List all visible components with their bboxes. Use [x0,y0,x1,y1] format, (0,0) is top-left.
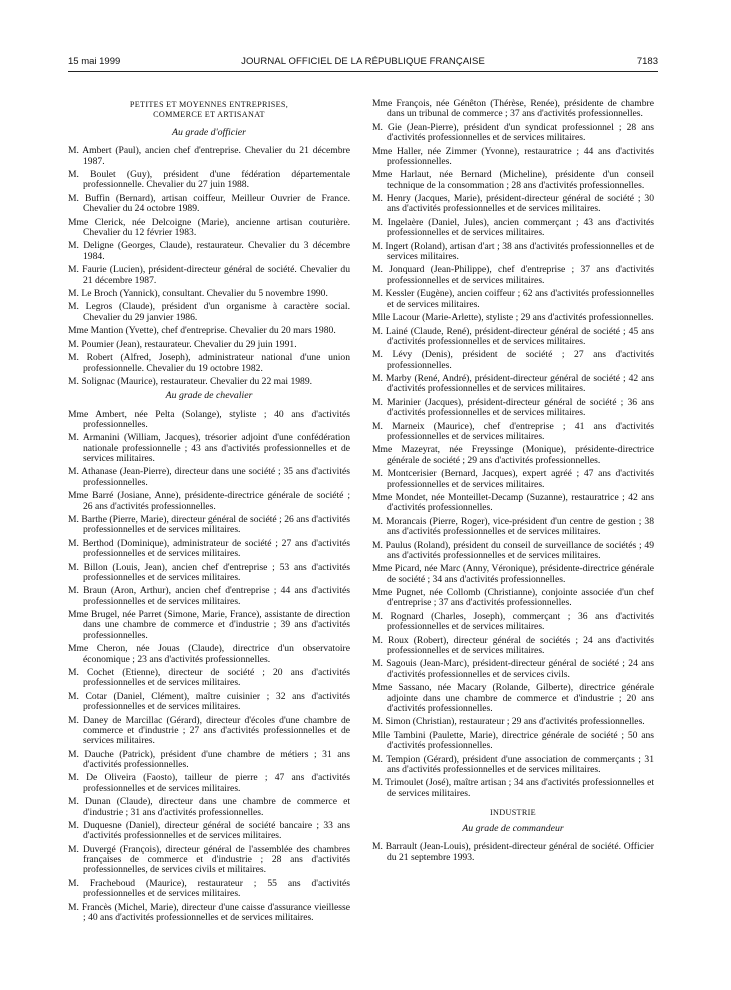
honoree-entry: M. Morancais (Pierre, Roger), vice-président d'un centre de gestion ; 38 ans d'activités professionnelles et de services militaires. [372,515,654,538]
honoree-entry: M. Lainé (Claude, René), président-directeur général de société ; 45 ans d'activités professionnelles et de services militaires. [372,325,654,347]
honoree-entry: M. Rognard (Charles, Joseph), commerçant ; 36 ans d'activités professionnelles et de services militaires. [372,610,654,633]
grade-heading-officier: Au grade d'officier [172,127,246,138]
honoree-entry: M. Armanini (William, Jacques), trésorier adjoint d'une confédération nationale professionnelle ; 43 ans d'activités professionnelles et de services militaires. [68,432,350,464]
honoree-entry: Mme Mazeyrat, née Freyssinge (Monique), présidente-directrice générale de société ; 29 ans d'activités professionnelles. [372,444,654,466]
honoree-entry: M. Le Broch (Yannick), consultant. Chevalier du 5 novembre 1990. [68,287,328,299]
chevalier-list-continued [372,99,654,799]
honoree-entry: Mlle Tambini (Paulette, Marie), directrice générale de société ; 50 ans d'activités professionnelles. [372,729,654,752]
honoree-entry: M. De Oliveira (Faosto), tailleur de pierre ; 47 ans d'activités professionnelles et de services militaires. [68,772,350,794]
honoree-entry: M. Marinier (Jacques), président-directeur général de société ; 36 ans d'activités professionnelles et de services militaires. [372,396,654,419]
honoree-entry: M. Duquesne (Daniel), directeur général de société bancaire ; 33 ans d'activités professionnelles et de services militaires. [68,819,350,842]
honoree-entry: M. Sagouis (Jean-Marc), président-directeur général de société ; 24 ans d'activités professionnelles et de services civils. [372,658,654,680]
honoree-entry: M. Ingelaère (Daniel, Jules), ancien commerçant ; 43 ans d'activités professionnelles et de services militaires. [372,216,654,239]
honoree-entry: M. Billon (Louis, Jean), ancien chef d'entreprise ; 53 ans d'activités professionnelles et de services militaires. [68,561,350,583]
honoree-entry: Mme François, née Génêton (Thérèse, Renée), présidente de chambre dans un tribunal de commerce ; 37 ans d'activités professionnelles. [372,98,654,120]
honoree-entry: M. Athanase (Jean-Pierre), directeur dans une société ; 35 ans d'activités professionnelles. [68,466,350,488]
honoree-entry: M. Boulet (Guy), président d'une fédération départementale professionnelle. Chevalier du 27 juin 1988. [68,169,350,191]
honoree-entry: Mme Brugel, née Parret (Simone, Marie, France), assistante de direction dans une chambre de commerce et d'industrie ; 39 ans d'activités professionnelles. [68,609,350,641]
honoree-entry: M. Paulus (Roland), président du conseil de surveillance de sociétés ; 49 ans d'activités professionnelles et de services militaires. [372,539,654,561]
chevalier-list [68,410,350,924]
honoree-entry: M. Henry (Jacques, Marie), président-directeur général de société ; 30 ans d'activités professionnelles et de services militaires. [372,193,654,215]
section-heading-pme [68,100,350,120]
honoree-entry: M. Roux (Robert), directeur général de sociétés ; 24 ans d'activités professionnelles et de services militaires. [372,634,654,656]
page-number: 7183 [636,56,658,67]
honoree-entry: M. Deligne (Georges, Claude), restaurateur. Chevalier du 3 décembre 1984. [68,240,350,262]
honoree-entry: M. Buffin (Bernard), artisan coiffeur, Meilleur Ouvrier de France. Chevalier du 24 octobre 1989. [68,192,350,215]
honoree-entry: M. Braun (Aron, Arthur), ancien chef d'entreprise ; 44 ans d'activités professionnelles et de services militaires. [68,585,350,607]
honoree-entry: M. Cotar (Daniel, Clément), maître cuisinier ; 32 ans d'activités professionnelles et de services militaires. [68,690,350,713]
section-heading-line: PETITES ET MOYENNES ENTREPRISES, [129,100,289,109]
honoree-entry: M. Jonquard (Jean-Philippe), chef d'entreprise ; 37 ans d'activités professionnelles et de services militaires. [372,264,654,286]
honoree-entry: Mme Ambert, née Pelta (Solange), styliste ; 40 ans d'activités professionnelles. [68,408,350,430]
honoree-entry: M. Robert (Alfred, Joseph), administrateur national d'une union professionnelle. Chevalier du 19 octobre 1982. [68,352,350,374]
journal-title: JOURNAL OFFICIEL DE LA RÉPUBLIQUE FRANÇAISE [241,56,485,67]
honoree-entry: M. Tempion (Gérard), président d'une association de commerçants ; 31 ans d'activités professionnelles et de services militaires. [372,753,654,775]
honoree-entry: M. Marby (René, André), président-directeur général de société ; 42 ans d'activités professionnelles et de services militaires. [372,373,654,395]
commandeur-list [372,842,654,863]
honoree-entry: Mme Mantion (Yvette), chef d'entreprise. Chevalier du 20 mars 1980. [68,325,336,337]
honoree-entry: M. Berthod (Dominique), administrateur de société ; 27 ans d'activités professionnelles et de services militaires. [68,537,350,560]
section-heading-industrie: INDUSTRIE [490,807,536,817]
section-heading-line: COMMERCE ET ARTISANAT [153,110,265,119]
honoree-entry: M. Montcerisier (Bernard, Jacques), expert agréé ; 47 ans d'activités professionnelles et de services militaires. [372,468,654,490]
honoree-entry: M. Ambert (Paul), ancien chef d'entreprise. Chevalier du 21 décembre 1987. [68,145,350,167]
honoree-entry: Mme Picard, née Marc (Anny, Véronique), présidente-directrice générale de société ; 34 ans d'activités professionnelles. [372,563,654,585]
honoree-entry: M. Barrault (Jean-Louis), président-directeur général de société. Officier du 21 septembre 1993. [372,841,654,863]
honoree-entry: M. Trimoulet (José), maître artisan ; 34 ans d'activités professionnelles et de services militaires. [372,777,654,799]
honoree-entry: M. Lévy (Denis), président de société ; 27 ans d'activités professionnelles. [372,349,654,371]
honoree-entry: M. Gie (Jean-Pierre), président d'un syndicat professionnel ; 28 ans d'activités professionnelles et de services militaires. [372,121,654,144]
page-header [68,56,658,70]
header-rule [68,71,658,72]
honoree-entry: M. Fracheboud (Maurice), restaurateur ; 55 ans d'activités professionnelles et de services militaires. [68,877,350,900]
honoree-entry: Mme Sassano, née Macary (Rolande, Gilberte), directrice générale adjointe dans une chambre de commerce et d'industrie ; 20 ans d'activités professionnelles. [372,682,654,714]
grade-heading-commandeur: Au grade de commandeur [462,822,564,834]
honoree-entry: M. Dunan (Claude), directeur dans une chambre de commerce et d'industrie ; 31 ans d'activités professionnelles. [68,796,350,818]
honoree-entry: M. Legros (Claude), président d'un organisme à caractère social. Chevalier du 29 janvier 1986. [68,301,350,323]
honoree-entry: M. Solignac (Maurice), restaurateur. Chevalier du 22 mai 1989. [68,376,313,387]
honoree-entry: M. Faurie (Lucien), président-directeur général de société. Chevalier du 21 décembre 1987. [68,264,350,286]
honoree-entry: M. Marneix (Maurice), chef d'entreprise ; 41 ans d'activités professionnelles et de services militaires. [372,420,654,442]
honoree-entry: M. Daney de Marcillac (Gérard), directeur d'écoles d'une chambre de commerce et d'industrie ; 27 ans d'activités professionnelles et de services militaires. [68,714,350,747]
honoree-entry: Mme Cheron, née Jouas (Claude), directrice d'un observatoire économique ; 23 ans d'activités professionnelles. [68,643,350,665]
honoree-entry: M. Barthe (Pierre, Marie), directeur général de société ; 26 ans d'activités professionnelles et de services militaires. [68,514,350,536]
honoree-entry: M. Duvergé (François), directeur général de l'assemblée des chambres françaises de commerce et d'industrie ; 28 ans d'activités professionnelles, de services civils et militaires. [68,843,350,876]
right-column [372,99,654,866]
honoree-entry: M. Poumier (Jean), restaurateur. Chevalier du 29 juin 1991. [68,338,297,350]
honoree-entry: Mme Mondet, née Monteillet-Decamp (Suzanne), restauratrice ; 42 ans d'activités professionnelles. [372,491,654,514]
honoree-entry: Mlle Lacour (Marie-Arlette), styliste ; 29 ans d'activités professionnelles. [372,312,654,324]
honoree-entry: Mme Clerick, née Delcoigne (Marie), ancienne artisan couturière. Chevalier du 12 février 1983. [68,216,350,238]
honoree-entry: M. Simon (Christian), restaurateur ; 29 ans d'activités professionnelles. [372,716,645,728]
left-column [68,100,350,926]
honoree-entry: Mme Haller, née Zimmer (Yvonne), restauratrice ; 44 ans d'activités professionnelles. [372,145,654,167]
honoree-entry: M. Dauche (Patrick), président d'une chambre de métiers ; 31 ans d'activités professionnelles. [68,748,350,770]
honoree-entry: M. Francès (Michel, Marie), directeur d'une caisse d'assurance vieillesse ; 40 ans d'activités professionnelles et de services militaires. [68,901,350,923]
issue-date: 15 mai 1999 [68,56,121,67]
honoree-entry: M. Ingert (Roland), artisan d'art ; 38 ans d'activités professionnelles et de services militaires. [372,240,654,262]
grade-heading-chevalier: Au grade de chevalier [165,390,253,402]
honoree-entry: Mme Barré (Josiane, Anne), présidente-directrice générale de société ; 26 ans d'activités professionnelles. [68,490,350,512]
honoree-entry: Mme Pugnet, née Collomb (Christianne), conjointe associée d'un chef d'entreprise ; 37 ans d'activités professionnelles. [372,587,654,609]
officier-list [68,146,350,387]
honoree-entry: M. Kessler (Eugène), ancien coiffeur ; 62 ans d'activités professionnelles et de services militaires. [372,288,654,310]
honoree-entry: Mme Harlaut, née Bernard (Micheline), présidente d'un conseil technique de la consommation ; 28 ans d'activités professionnelles. [372,169,654,191]
honoree-entry: M. Cochet (Etienne), directeur de société ; 20 ans d'activités professionnelles et de services militaires. [68,667,350,689]
